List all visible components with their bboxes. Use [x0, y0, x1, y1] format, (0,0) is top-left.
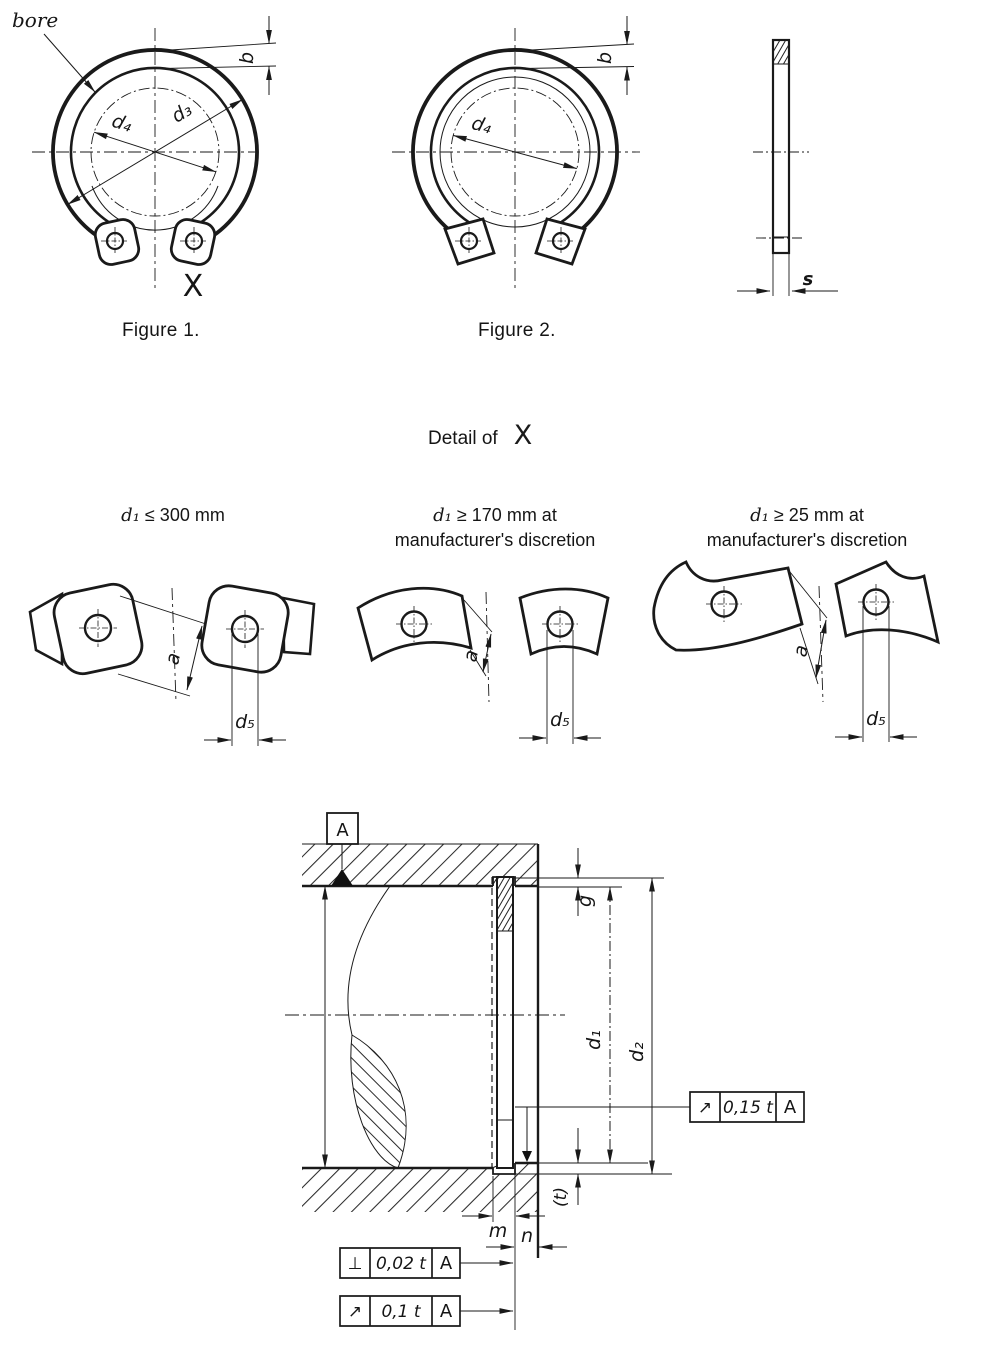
figure-1-caption: Figure 1. — [122, 320, 200, 341]
installation-drawing — [280, 800, 988, 1350]
detail-variant-2-drawing — [358, 588, 608, 744]
g-label: g — [574, 894, 596, 908]
variant-2-cond2: manufacturer's discretion — [394, 530, 596, 550]
perpendicularity-symbol-icon: ⊥ — [347, 1254, 363, 1274]
runout-015-leader — [515, 1107, 690, 1155]
fig2-right-lug — [536, 219, 585, 264]
m-label: m — [488, 1220, 508, 1242]
runout-015-datum: A — [783, 1097, 797, 1118]
fig2-left-lug — [445, 219, 494, 264]
fig1-b-label: b — [236, 51, 258, 65]
fig1-d4-label: d₄ — [109, 109, 135, 137]
d2-label: d₂ — [626, 1042, 648, 1062]
runout-015-symbol-icon: ↗ — [697, 1098, 713, 1118]
variant-2-cond: ≥ 170 mm at — [451, 505, 557, 525]
detail-heading — [428, 420, 532, 451]
housing-bottom-hatch — [302, 1163, 538, 1212]
variant-1-var: d₁ — [121, 505, 140, 526]
d1-label: d₁ — [583, 1030, 605, 1050]
v3-d5-label: d₅ — [866, 708, 886, 730]
v1-d5-label: d₅ — [235, 711, 255, 733]
fig1-detail-x-marker: X — [182, 269, 204, 304]
fig2-d4-label: d₄ — [469, 112, 494, 139]
figures-row-drawing — [0, 0, 988, 360]
fig1-left-lug — [93, 217, 141, 266]
fig1-b-extension-lines — [163, 43, 276, 69]
runout-015-value: 0,15 t — [723, 1098, 773, 1118]
runout-015-leader-arrow — [522, 1151, 532, 1162]
v3-left-lug — [654, 562, 802, 650]
ring-section-lines — [497, 931, 513, 1120]
side-view-extension-lines — [773, 253, 789, 296]
side-view-s-label: s — [802, 269, 814, 290]
detail-title: Detail of — [428, 428, 498, 449]
variant-1-cond: ≤ 300 mm — [139, 505, 225, 525]
ring-section-hatch-top — [498, 878, 512, 931]
v3-a-extension-lines — [790, 572, 827, 684]
n-label: n — [520, 1225, 534, 1247]
v1-a-dim-line — [187, 626, 202, 690]
variant-3-cond2: manufacturer's discretion — [706, 530, 908, 550]
fig2-b-extension-lines — [523, 44, 634, 69]
runout-01-datum: A — [439, 1301, 453, 1322]
v3-a-dim-line — [816, 620, 826, 678]
variant-3-condition — [662, 503, 952, 553]
fig1-d3-dim-line — [68, 100, 243, 205]
v3-a-label: a — [789, 643, 813, 659]
v3-a-centerline — [819, 586, 823, 702]
fig1-d3-label: d₃ — [167, 98, 197, 128]
side-view-ring-strip — [773, 40, 789, 253]
v1-a-label: a — [161, 650, 186, 667]
variant-1-condition — [58, 503, 288, 528]
section-leaf — [351, 1035, 406, 1168]
v2-left-lug — [358, 588, 471, 660]
figure-2-caption: Figure 2. — [478, 320, 556, 341]
v1-a-centerline — [172, 588, 176, 702]
fig1-bore-leader — [44, 34, 95, 92]
fig1-right-lug — [169, 217, 217, 266]
variant-3-var: d₁ — [750, 505, 769, 526]
side-view-inner-lines — [773, 64, 789, 237]
perpendicularity-datum: A — [439, 1253, 453, 1274]
perpendicularity-value: 0,02 t — [376, 1254, 426, 1274]
variant-2-var: d₁ — [433, 505, 452, 526]
variant-2-condition — [350, 503, 640, 553]
v1-right-lug — [199, 583, 292, 676]
datum-a-label: A — [336, 820, 349, 841]
v2-a-label: a — [459, 648, 483, 664]
side-view-drawing — [737, 40, 838, 296]
detail-reference: X — [513, 420, 533, 451]
fig1-bore-label: bore — [12, 8, 59, 32]
runout-01-symbol-icon: ↗ — [347, 1302, 363, 1322]
break-curve — [348, 886, 390, 1035]
side-view-section-hatch — [774, 41, 788, 64]
fig2-b-label: b — [594, 51, 616, 65]
variant-3-cond: ≥ 25 mm at — [768, 505, 864, 525]
t-label: (t) — [551, 1187, 571, 1207]
v2-d5-label: d₅ — [550, 709, 570, 731]
v2-right-lug — [520, 589, 608, 654]
detail-variants-drawing — [0, 560, 988, 780]
runout-01-value: 0,1 t — [381, 1302, 421, 1322]
